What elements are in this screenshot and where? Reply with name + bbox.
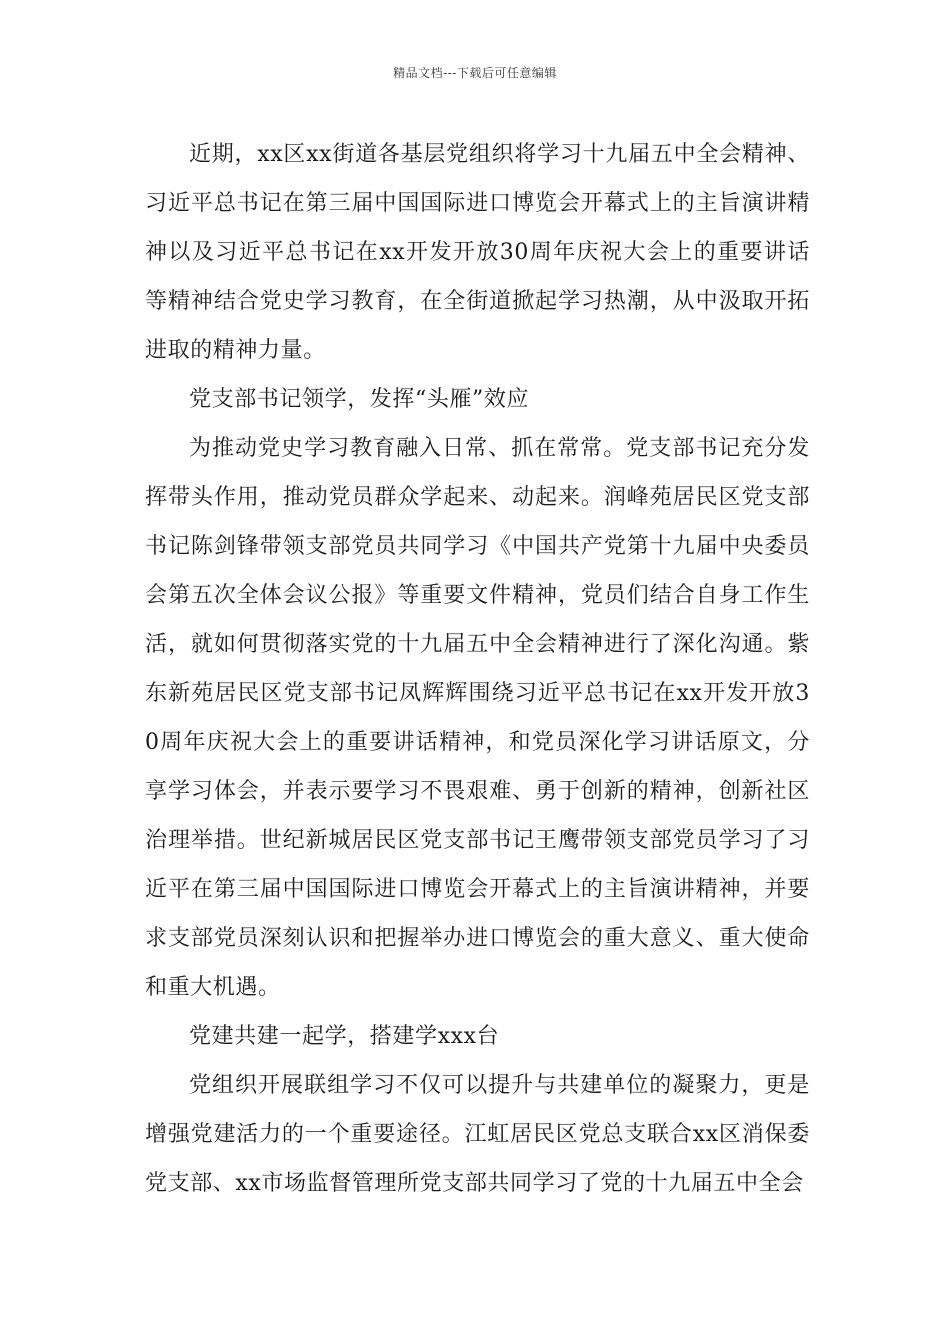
page-header: 精品文档---下载后可任意编辑 <box>393 66 557 80</box>
paragraph-intro: 近期，xx区xx街道各基层党组织将学习十九届五中全会精神、习近平总书记在第三届中国国际进口博览会开幕式上的主旨演讲精神以及习近平总书记在xx开发开放30周年庆祝大会上的重要讲话等精神结合党史学习教育，在全街道掀起学习热潮，从中汲取开拓进取的精神力量。 <box>145 142 810 363</box>
document-body <box>145 130 810 1208</box>
paragraph-joint-study: 党组织开展联组学习不仅可以提升与共建单位的凝聚力，更是增强党建活力的一个重要途径。江虹居民区党总支联合xx区消保委党支部、xx市场监督管理所党支部共同学习了党的十九届五中全会 <box>145 1073 810 1196</box>
section-heading-joint-study: 党建共建一起学，搭建学xxx台 <box>189 1024 500 1049</box>
paragraph-secretary-lead: 为推动党史学习教育融入日常、抓在常常。党支部书记充分发挥带头作用，推动党员群众学起来、动起来。润峰苑居民区党支部书记陈剑锋带领支部党员共同学习《中国共产党第十九届中央委员会第五次全体会议公报》等重要文件精神，党员们结合自身工作生活，就如何贯彻落实党的十九届五中全会精神进行了深化沟通。紫东新苑居民区党支部书记凤辉辉围绕习近平总书记在xx开发开放30周年庆祝大会上的重要讲话精神，和党员深化学习讲话原文，分享学习体会，并表示要学习不畏艰难、勇于创新的精神，创新社区治理举措。世纪新城居民区党支部书记王鹰带领支部党员学习了习近平在第三届中国国际进口博览会开幕式上的主旨演讲精神，并要求支部党员深刻认识和把握举办进口博览会的重大意义、重大使命和重大机遇。 <box>145 436 810 1000</box>
section-heading-secretary-lead: 党支部书记领学，发挥“头雁”效应 <box>189 387 530 412</box>
